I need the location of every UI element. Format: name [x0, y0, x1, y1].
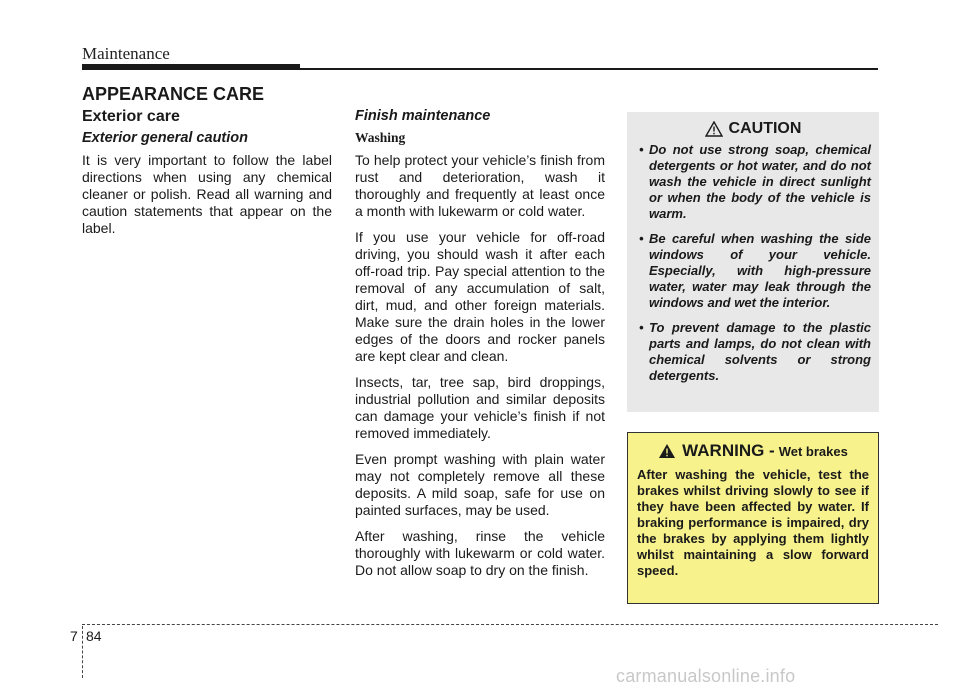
caution-title-text: CAUTION [728, 120, 802, 137]
middle-column [355, 108, 605, 588]
warning-triangle-icon [658, 443, 676, 459]
caution-box [627, 112, 879, 412]
caution-item-text: Do not use strong soap, chemical detergents or hot water, and do not wash the vehicle in direct sunlight or when the body of the vehicle is warm. [649, 142, 871, 221]
bullet: • [639, 320, 644, 335]
section-header: Maintenance [82, 44, 170, 63]
bullet: • [639, 231, 644, 246]
washing-paragraph: After washing, rinse the vehicle thoroughly with lukewarm or cold water. Do not allow soap to dry on the finish. [355, 528, 605, 578]
header-rule-thin [300, 68, 878, 70]
exterior-care-heading: Exterior care [82, 108, 180, 125]
warning-title [637, 441, 869, 461]
page-number: 84 [86, 628, 102, 644]
washing-heading: Washing [355, 130, 406, 145]
washing-paragraph: If you use your vehicle for off-road driving, you should wash it after each off-road trip. Pay special attention to the removal of any accumulation of salt, dirt, mud, and other foreign materials. Make sure the drain holes in the lower edges of the doors and rocker panels are kept clear and clean. [355, 229, 605, 364]
bullet: • [639, 142, 644, 157]
caution-item [635, 142, 871, 222]
caution-item-text: Be careful when washing the side windows of your vehicle. Especially, with high-pressure water, water may leak through the windows and wet the interior. [649, 231, 871, 310]
caution-item [635, 231, 871, 311]
finish-maintenance-heading: Finish maintenance [355, 108, 491, 124]
exterior-caution-subheading: Exterior general caution [82, 130, 248, 146]
watermark: carmanualsonline.info [616, 666, 796, 686]
warning-box [627, 432, 879, 604]
footer-rule [82, 624, 938, 625]
left-column [82, 108, 332, 246]
caution-title [635, 120, 871, 138]
warning-subtitle: Wet brakes [778, 443, 848, 459]
caution-list [635, 142, 871, 384]
exterior-caution-paragraph: It is very important to follow the label directions when using any chemical cleaner or polish. Read all warning and caution statements that appear on the label. [82, 152, 332, 236]
caution-item-text: To prevent damage to the plastic parts and lamps, do not clean with chemical solvents or strong detergents. [649, 320, 871, 383]
washing-paragraph: Insects, tar, tree sap, bird droppings, industrial pollution and similar deposits can damage your vehicle’s finish if not removed immediately. [355, 374, 605, 441]
caution-item [635, 320, 871, 384]
footer-divider [82, 626, 83, 678]
page-title: APPEARANCE CARE [82, 84, 265, 104]
washing-paragraph: Even prompt washing with plain water may not completely remove all these deposits. A mild soap, safe for use on painted surfaces, may be used. [355, 451, 605, 518]
chapter-number: 7 [70, 628, 78, 644]
washing-paragraph: To help protect your vehicle’s finish from rust and deterioration, wash it thoroughly and frequently at least once a month with lukewarm or cold water. [355, 152, 605, 219]
header-rule-thick [82, 64, 300, 70]
warning-title-text: WARNING - [682, 441, 775, 460]
warning-text: After washing the vehicle, test the brakes whilst driving slowly to see if they have been affected by water. If braking performance is impaired, dry the brakes by applying them lightly whilst maintaining a slow forward speed. [637, 467, 869, 578]
caution-triangle-icon [705, 121, 723, 137]
